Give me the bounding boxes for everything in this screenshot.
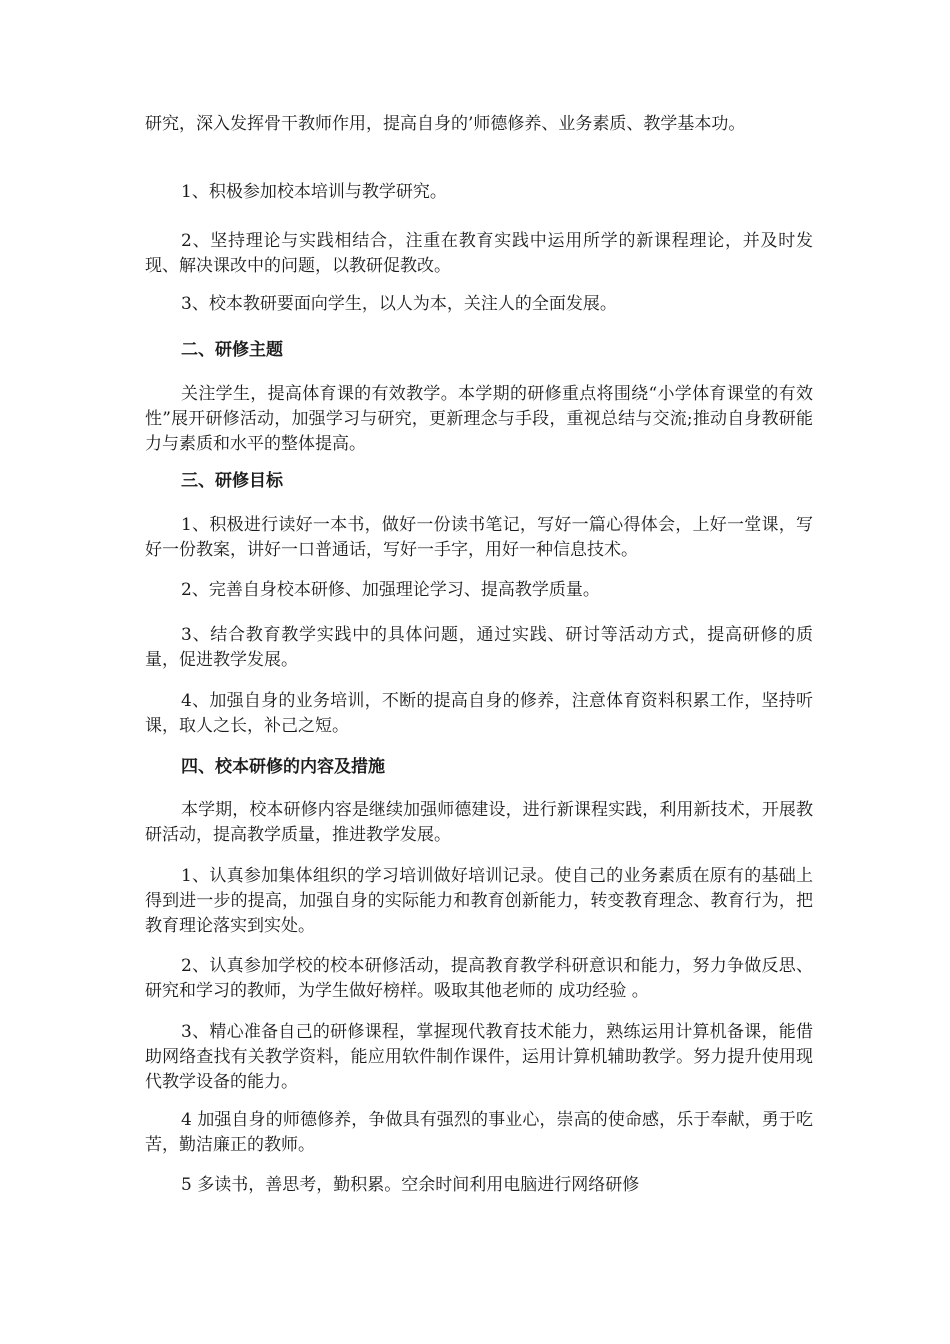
paragraph-intro-item-3: 3、校本教研要面向学生，以人为本，关注人的全面发展。: [181, 294, 617, 314]
heading-goals: 三、研修目标: [181, 471, 283, 491]
paragraph-goal-2: 2、完善自身校本研修、加强理论学习、提高教学质量。: [181, 580, 600, 600]
paragraph-intro: 研究，深入发挥骨干教师作用，提高自身的’师德修养、业务素质、教学基本功。: [145, 114, 746, 134]
paragraph-content-5: 5 多读书，善思考，勤积累。空余时间利用电脑进行网络研修: [181, 1175, 640, 1195]
paragraph-intro-item-1: 1、积极参加校本培训与教学研究。: [181, 182, 447, 202]
paragraph-content-intro: 本学期，校本研修内容是继续加强师德建设，进行新课程实践，利用新技术，开展教研活动，提高教学质量，推进教学发展。: [145, 800, 813, 845]
paragraph-content-4: 4 加强自身的师德修养，争做具有强烈的事业心，崇高的使命感，乐于奉献，勇于吃苦，勤洁廉正的教师。: [145, 1110, 813, 1155]
paragraph-content-3: 3、精心准备自己的研修课程，掌握现代教育技术能力，熟练运用计算机备课，能借助网络查找有关教学资料，能应用软件制作课件，运用计算机辅助教学。努力提升使用现代教学设备的能力。: [145, 1022, 813, 1092]
heading-theme: 二、研修主题: [181, 340, 283, 360]
paragraph-content-1: 1、认真参加集体组织的学习培训做好培训记录。使自己的业务素质在原有的基础上得到进一步的提高，加强自身的实际能力和教育创新能力，转变教育理念、教育行为，把教育理论落实到实处。: [145, 866, 813, 936]
paragraph-goal-3: 3、结合教育教学实践中的具体问题，通过实践、研讨等活动方式，提高研修的质量，促进教学发展。: [145, 625, 813, 670]
heading-content: 四、校本研修的内容及措施: [181, 757, 385, 777]
paragraph-intro-item-2: 2、坚持理论与实践相结合，注重在教育实践中运用所学的新课程理论，并及时发现、解决课改中的问题，以教研促教改。: [145, 231, 813, 276]
paragraph-goal-1: 1、积极进行读好一本书，做好一份读书笔记，写好一篇心得体会，上好一堂课，写好一份教案，讲好一口普通话，写好一手字，用好一种信息技术。: [145, 515, 813, 560]
paragraph-theme: 关注学生，提高体育课的有效教学。本学期的研修重点将围绕“小学体育课堂的有效性”展开研修活动，加强学习与研究，更新理念与手段，重视总结与交流;推动自身教研能力与素质和水平的整体提高。: [145, 384, 813, 454]
paragraph-content-2: 2、认真参加学校的校本研修活动，提高教育教学科研意识和能力，努力争做反思、研究和学习的教师，为学生做好榜样。吸取其他老师的 成功经验 。: [145, 956, 813, 1001]
paragraph-goal-4: 4、加强自身的业务培训，不断的提高自身的修养，注意体育资料积累工作，坚持听课，取人之长，补己之短。: [145, 691, 813, 736]
